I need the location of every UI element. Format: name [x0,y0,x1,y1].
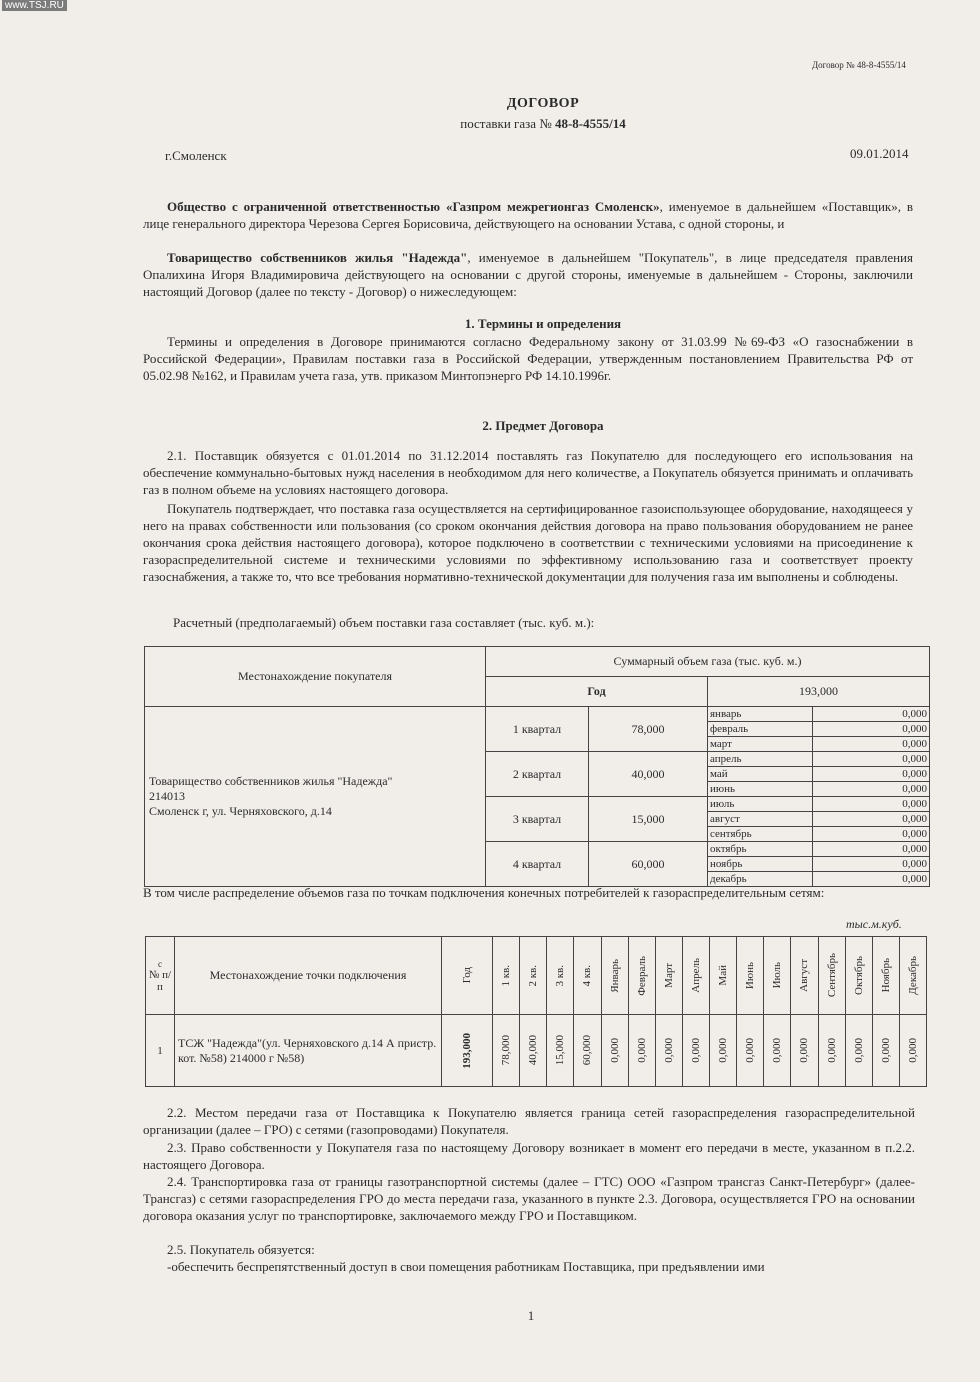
month-label: январь [708,707,813,722]
connection-points-table [145,936,927,1087]
col-jan: Январь [601,937,628,1015]
contract-number: 48-8-4555/14 [554,116,626,131]
row-value: 0,000 [655,1015,682,1087]
month-label: апрель [708,752,813,767]
month-value: 0,000 [813,872,930,887]
quarter-value: 60,000 [589,842,708,887]
month-label: март [708,737,813,752]
row-value: 193,000 [442,1015,493,1087]
row-value: 0,000 [764,1015,791,1087]
quarter-value: 15,000 [589,797,708,842]
col-apr: Апрель [682,937,709,1015]
col-dec: Декабрь [899,937,926,1015]
year-value: 193,000 [708,677,930,707]
col-feb: Февраль [628,937,655,1015]
row-value: 78,000 [493,1015,520,1087]
row-value: 0,000 [899,1015,926,1087]
month-value: 0,000 [813,722,930,737]
month-value: 0,000 [813,827,930,842]
clause-2-3: 2.3. Право собственности у Покупателя газа по настоящему Договору возникает в момент его передачи в месте, указанном в п.2.2. настоящего Договора. [143,1140,915,1172]
quarter-label: 4 квартал [486,842,589,887]
month-label: май [708,767,813,782]
month-label: октябрь [708,842,813,857]
col-total-volume: Суммарный объем газа (тыс. куб. м.) [486,647,930,677]
clause-2-2: 2.2. Местом передачи газа от Поставщика к Покупателю является граница сетей газораспределения газораспределительной организации (далее – ГРО) с сетями (газопроводами) Покупателя. [143,1105,915,1137]
month-value: 0,000 [813,707,930,722]
quarter-label: 1 квартал [486,707,589,752]
clause-2-5-a: -обеспечить беспрепятственный доступ в свои помещения работникам Поставщика, при предъявлении ими [167,1259,765,1274]
col-year: Год [442,937,493,1015]
col-sep: Сентябрь [818,937,845,1015]
clause-2-1: 2.1. Поставщик обязуется с 01.01.2014 по 31.12.2014 поставлять газ Покупателю для последующего его использования на обеспечение коммунально-бытовых нужд населения в необходимом для него количестве, а Покупатель обязуется принимать и оплачивать газ в полном объеме на условиях настоящего договора. [143,448,913,497]
intro-buyer: Товарищество собственников жилья "Надежда", именуемое в дальнейшем "Покупатель", в лице председателя правления Опалихина Игоря Владимировича действующего на основании с другой стороны, именуемые в дальнейшем - Стороны, заключили настоящий Договор (далее по тексту - Договор) о нижеследующем: [143,250,913,299]
subtitle-prefix: поставки газа № [460,116,552,131]
row-value: 0,000 [628,1015,655,1087]
clause-2-1-confirm: Покупатель подтверждает, что поставка газа осуществляется на сертифицированное газоиспользующее оборудование, находящееся у него на правах собственности или пользования (со сроком окончания действия договора на право пользования оборудованием не ранее окончания срока действия настоящего договора), которое подключено в соответствии с техническими условиями на присоединение к газораспределительной системе и техническими условиями по эффективному использованию газа и соответствует проекту газоснабжения, а также то, что все требования нормативно-технической документации для получения газа им выполнены и соблюдены. [143,501,913,584]
month-value: 0,000 [813,842,930,857]
row-value: 0,000 [737,1015,764,1087]
quarter-label: 3 квартал [486,797,589,842]
col-jul: Июль [764,937,791,1015]
month-value: 0,000 [813,782,930,797]
col-buyer-location: Местонахождение покупателя [145,647,486,707]
col-q4: 4 кв. [574,937,601,1015]
col-mar: Март [655,937,682,1015]
clause-2-5: 2.5. Покупатель обязуется: [167,1242,315,1257]
intro-supplier: Общество с ограниченной ответственностью «Газпром межрегионгаз Смоленск», именуемое в дальнейшем «Поставщик», в лице генерального директора Черезова Сергея Борисовича, действующего на основании Устава, с одной стороны, и [143,199,913,231]
section1-title: 1. Термины и определения [464,316,622,331]
clause-2-4: 2.4. Транспортировка газа от границы газотранспортной системы (далее – ГТС) ООО «Газпром трансгаз Санкт-Петербург» (далее-Трансгаз) с сетями газораспределения ГРО до места передачи газа, указанного в пункте 2.3. Договора, осуществляется ГРО на основании договора оказания услуг по транспортировке, заключаемого между ГРО и Поставщиком. [143,1174,915,1223]
month-value: 0,000 [813,812,930,827]
col-aug: Август [791,937,818,1015]
row-value: 0,000 [818,1015,845,1087]
month-label: декабрь [708,872,813,887]
row-value: 0,000 [710,1015,737,1087]
estimated-volume: Расчетный (предполагаемый) объем поставки газа составляет (тыс. куб. м.): [173,615,595,630]
unit-label: тыс.м.куб. [846,917,902,931]
quarter-value: 40,000 [589,752,708,797]
month-label: август [708,812,813,827]
col-may: Май [710,937,737,1015]
month-label: февраль [708,722,813,737]
page-number: 1 [527,1308,535,1323]
buyer-address: Товарищество собственников жилья "Надежда" 214013 Смоленск г, ул. Черняховского, д.14 [145,707,486,887]
quarter-value: 78,000 [589,707,708,752]
document-title: ДОГОВОР [506,96,580,111]
col-oct: Октябрь [845,937,872,1015]
month-label: сентябрь [708,827,813,842]
month-value: 0,000 [813,797,930,812]
col-year: Год [486,677,708,707]
document-subtitle [0,116,980,132]
month-value: 0,000 [813,752,930,767]
col-q3: 3 кв. [547,937,574,1015]
row-location: ТСЖ "Надежда"(ул. Черняховского д.14 А пристр. кот. №58) 214000 г №58) [175,1015,442,1087]
watermark: www.TSJ.RU [2,0,67,11]
city: г.Смоленск [165,148,227,163]
col-q2: 2 кв. [520,937,547,1015]
month-label: ноябрь [708,857,813,872]
month-value: 0,000 [813,767,930,782]
col-jun: Июнь [737,937,764,1015]
date: 09.01.2014 [850,146,909,161]
row-value: 15,000 [547,1015,574,1087]
volume-table [144,646,930,887]
quarter-label: 2 квартал [486,752,589,797]
month-value: 0,000 [813,857,930,872]
month-value: 0,000 [813,737,930,752]
col-location: Местонахождение точки подключения [175,937,442,1015]
month-label: июнь [708,782,813,797]
row-value: 0,000 [872,1015,899,1087]
row-num: 1 [146,1015,175,1087]
distribution-text: В том числе распределение объемов газа по точкам подключения конечных потребителей к газораспределительным сетям: [143,885,825,900]
month-label: июль [708,797,813,812]
col-num: с № п/п [146,937,175,1015]
table-row [146,1015,927,1087]
col-q1: 1 кв. [493,937,520,1015]
row-value: 40,000 [520,1015,547,1087]
col-nov: Ноябрь [872,937,899,1015]
header-reference: Договор № 48-8-4555/14 [812,60,906,70]
row-value: 0,000 [845,1015,872,1087]
row-value: 0,000 [682,1015,709,1087]
section2-title: 2. Предмет Договора [482,418,604,433]
row-value: 0,000 [601,1015,628,1087]
row-value: 0,000 [791,1015,818,1087]
section1-text: Термины и определения в Договоре принимаются согласно Федеральному закону от 31.03.99 №69-ФЗ «О газоснабжении в Российской Федерации», Правилам поставки газа в Российской Федерации, утвержденным постановлением Правительства РФ от 05.02.98 №162, и Правилам учета газа, утв. приказом Минтопэнерго РФ 14.10.1996г. [143,334,913,383]
row-value: 60,000 [574,1015,601,1087]
